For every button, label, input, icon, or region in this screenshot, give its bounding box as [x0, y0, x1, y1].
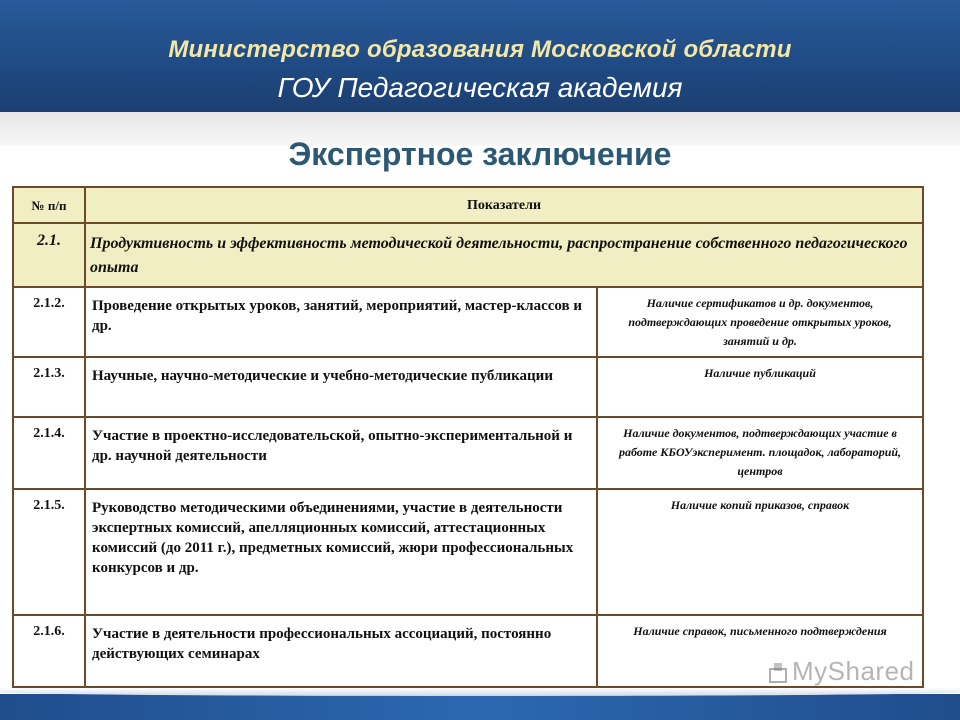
ministry-title: Министерство образования Московской области [168, 36, 792, 63]
page-title: Экспертное заключение [288, 136, 672, 172]
row-indicator: Научные, научно-методические и учебно-методические публикации [86, 358, 598, 416]
row-number: 2.1.4. [14, 418, 86, 488]
row-documents: Наличие копий приказов, справок [670, 498, 850, 512]
footer-decorative-band [0, 694, 960, 720]
row-number: 2.1.6. [14, 616, 86, 686]
row-documents: Наличие публикаций [704, 366, 816, 380]
row-indicator: Участие в проектно-исследовательской, опытно-экспериментальной и др. научной деятельности [86, 418, 598, 488]
row-documents: Наличие сертификатов и др. документов, подтверждающих проведение открытых уроков, занятий и др. [628, 296, 892, 348]
table-row [14, 488, 922, 614]
row-indicator: Участие в деятельности профессиональных ассоциаций, постоянно действующих семинарах [86, 616, 598, 686]
table-row [14, 416, 922, 488]
header-banner [0, 0, 960, 112]
table-row [14, 356, 922, 416]
row-number: 2.1.3. [14, 358, 86, 416]
academy-title: ГОУ Педагогическая академия [277, 72, 683, 103]
watermark-logo-icon [768, 661, 788, 683]
column-header-number: № п/п [14, 188, 86, 222]
row-documents: Наличие документов, подтверждающих участие в работе КБОУэксперимент. площадок, лабораторий, центров [618, 426, 902, 478]
section-title: Продуктивность и эффективность методической деятельности, распространение собственного педагогического опыта [90, 235, 908, 276]
expert-conclusion-table [12, 186, 924, 688]
table-row [14, 286, 922, 356]
row-number: 2.1.5. [14, 490, 86, 614]
column-header-indicators: Показатели [466, 198, 542, 213]
watermark-text: MyShared [792, 656, 915, 686]
row-indicator: Проведение открытых уроков, занятий, мероприятий, мастер-классов и др. [86, 288, 598, 356]
watermark [768, 656, 915, 687]
section-row [14, 222, 922, 286]
row-indicator: Руководство методическими объединениями, участие в деятельности экспертных комиссий, апелляционных комиссий, аттестационных комиссий (до 2011 г.), предметных комиссий, жюри профессиональных конкурсов и др. [86, 490, 598, 614]
section-number: 2.1. [14, 224, 86, 286]
row-number: 2.1.2. [14, 288, 86, 356]
row-documents: Наличие справок, письменного подтверждения [633, 624, 887, 638]
table-header-row [14, 188, 922, 222]
